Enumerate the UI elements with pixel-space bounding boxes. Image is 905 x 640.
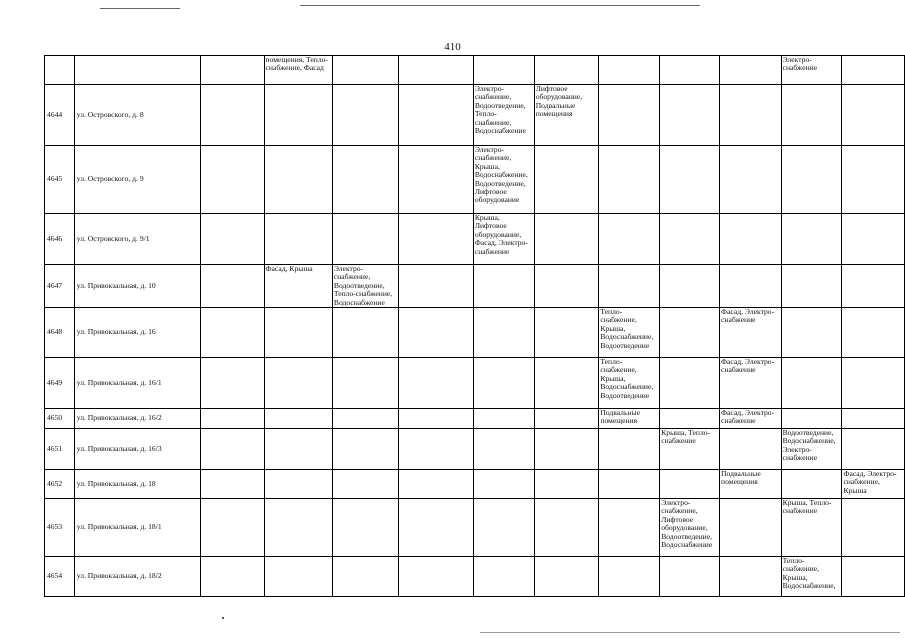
- empty-cell: [534, 214, 599, 265]
- empty-cell: [473, 470, 534, 499]
- empty-cell: [842, 499, 905, 557]
- empty-cell: [660, 146, 720, 214]
- empty-cell: [264, 499, 332, 557]
- empty-cell: [599, 85, 660, 146]
- empty-cell: [842, 429, 905, 470]
- empty-cell: [781, 470, 842, 499]
- work-cell: Фасад, Электро-снабжение: [720, 409, 782, 429]
- empty-cell: [842, 557, 905, 597]
- empty-cell: [332, 409, 398, 429]
- work-cell: помещения, Тепло-снабжение, Фасад: [264, 56, 332, 85]
- empty-cell: [534, 557, 599, 597]
- empty-cell: [534, 409, 599, 429]
- top-rule: [300, 5, 700, 6]
- empty-cell: [599, 470, 660, 499]
- work-cell: Тепло-снабжение, Крыша, Водоснабжение, Водоотведение: [599, 308, 660, 358]
- empty-cell: [201, 499, 265, 557]
- num-cell: 4653: [45, 499, 75, 557]
- table-row: [45, 429, 905, 470]
- table-row: [45, 214, 905, 265]
- empty-cell: [264, 557, 332, 597]
- empty-cell: [534, 470, 599, 499]
- num-cell: 4654: [45, 557, 75, 597]
- empty-cell: [332, 470, 398, 499]
- work-cell: Фасад, Крыша: [264, 265, 332, 308]
- empty-cell: [201, 470, 265, 499]
- empty-cell: [398, 470, 473, 499]
- empty-cell: [599, 265, 660, 308]
- address-cell: ул. Привокзальная, д. 18/2: [74, 557, 200, 597]
- table-row: [45, 409, 905, 429]
- empty-cell: [201, 85, 265, 146]
- empty-cell: [842, 265, 905, 308]
- empty-cell: [842, 214, 905, 265]
- num-cell: 4647: [45, 265, 75, 308]
- empty-cell: [660, 470, 720, 499]
- page-number: 410: [444, 41, 461, 53]
- table-row: [45, 146, 905, 214]
- table-row: [45, 557, 905, 597]
- empty-cell: [264, 146, 332, 214]
- empty-cell: [842, 308, 905, 358]
- work-cell: Подвальные помещения: [599, 409, 660, 429]
- empty-cell: [660, 557, 720, 597]
- empty-cell: [332, 499, 398, 557]
- empty-cell: [332, 214, 398, 265]
- work-cell: Электро-снабжение: [781, 56, 842, 85]
- address-cell: ул. Привокзальная, д. 18: [74, 470, 200, 499]
- top-rule-left: [100, 8, 180, 9]
- empty-cell: [332, 308, 398, 358]
- empty-cell: [534, 308, 599, 358]
- empty-cell: [332, 85, 398, 146]
- empty-cell: [842, 85, 905, 146]
- work-cell: Фасад, Электро-снабжение, Крыша: [842, 470, 905, 499]
- work-cell: Электро-снабжение, Водоотведение, Тепло-снабжение, Водоснабжение: [332, 265, 398, 308]
- empty-cell: [201, 429, 265, 470]
- address-cell: ул. Островского, д. 9/1: [74, 214, 200, 265]
- num-cell: 4649: [45, 358, 75, 409]
- empty-cell: [599, 557, 660, 597]
- empty-cell: [473, 409, 534, 429]
- empty-cell: [473, 429, 534, 470]
- empty-cell: [781, 146, 842, 214]
- empty-cell: [473, 308, 534, 358]
- empty-cell: [720, 265, 782, 308]
- empty-cell: [398, 409, 473, 429]
- empty-cell: [720, 214, 782, 265]
- work-cell: Лифтовое оборудование, Подвальные помещения: [534, 85, 599, 146]
- empty-cell: [398, 557, 473, 597]
- empty-cell: [473, 557, 534, 597]
- empty-cell: [473, 265, 534, 308]
- work-cell: Электро-снабжение, Водоотведение, Тепло-снабжение, Водоснабжение: [473, 85, 534, 146]
- table-row: [45, 56, 905, 85]
- empty-cell: [720, 146, 782, 214]
- empty-cell: [201, 214, 265, 265]
- empty-cell: [201, 146, 265, 214]
- num-cell: 4648: [45, 308, 75, 358]
- empty-cell: [720, 85, 782, 146]
- empty-cell: [781, 308, 842, 358]
- empty-cell: [534, 429, 599, 470]
- empty-cell: [398, 429, 473, 470]
- empty-cell: [473, 499, 534, 557]
- empty-cell: [781, 214, 842, 265]
- address-cell: ул. Островского, д. 8: [74, 85, 200, 146]
- empty-cell: [398, 358, 473, 409]
- empty-cell: [781, 358, 842, 409]
- empty-cell: [534, 358, 599, 409]
- work-cell: Фасад, Электро-снабжение: [720, 308, 782, 358]
- table-row: [45, 308, 905, 358]
- empty-cell: [599, 429, 660, 470]
- empty-cell: [842, 146, 905, 214]
- address-cell: [74, 56, 200, 85]
- empty-cell: [332, 429, 398, 470]
- work-cell: Тепло-снабжение, Крыша, Водоснабжение, Водоотведение: [599, 358, 660, 409]
- address-cell: ул. Привокзальная, д. 16: [74, 308, 200, 358]
- empty-cell: [398, 85, 473, 146]
- num-cell: 4651: [45, 429, 75, 470]
- empty-cell: [473, 358, 534, 409]
- table-row: [45, 499, 905, 557]
- work-cell: Крыша, Лифтовое оборудование, Фасад, Электро-снабжение: [473, 214, 534, 265]
- empty-cell: [332, 358, 398, 409]
- empty-cell: [534, 146, 599, 214]
- num-cell: 4645: [45, 146, 75, 214]
- empty-cell: [534, 499, 599, 557]
- address-cell: ул. Привокзальная, д. 16/2: [74, 409, 200, 429]
- empty-cell: [781, 265, 842, 308]
- empty-cell: [332, 146, 398, 214]
- empty-cell: [264, 358, 332, 409]
- address-cell: ул. Островского, д. 9: [74, 146, 200, 214]
- table-row: [45, 358, 905, 409]
- empty-cell: [599, 214, 660, 265]
- empty-cell: [201, 358, 265, 409]
- empty-cell: [201, 308, 265, 358]
- empty-cell: [660, 214, 720, 265]
- table-row: [45, 85, 905, 146]
- empty-cell: [201, 409, 265, 429]
- empty-cell: [332, 557, 398, 597]
- empty-cell: [264, 470, 332, 499]
- empty-cell: [264, 409, 332, 429]
- num-cell: 4644: [45, 85, 75, 146]
- empty-cell: [842, 358, 905, 409]
- work-cell: Водоотведение, Водоснабжение, Электро-снабжение: [781, 429, 842, 470]
- empty-cell: [398, 308, 473, 358]
- empty-cell: [398, 499, 473, 557]
- empty-cell: [660, 85, 720, 146]
- empty-cell: [660, 409, 720, 429]
- empty-cell: [660, 358, 720, 409]
- empty-cell: [599, 499, 660, 557]
- work-cell: Крыша, Тепло-снабжение: [660, 429, 720, 470]
- empty-cell: [398, 146, 473, 214]
- num-cell: [45, 56, 75, 85]
- repair-schedule-table: [44, 55, 905, 597]
- empty-cell: [720, 557, 782, 597]
- empty-cell: [201, 265, 265, 308]
- address-cell: ул. Привокзальная, д. 10: [74, 265, 200, 308]
- work-cell: Крыша, Тепло-снабжение: [781, 499, 842, 557]
- empty-cell: [534, 265, 599, 308]
- address-cell: ул. Привокзальная, д. 16/3: [74, 429, 200, 470]
- empty-cell: [264, 308, 332, 358]
- empty-cell: [781, 85, 842, 146]
- address-cell: ул. Привокзальная, д. 18/1: [74, 499, 200, 557]
- table-row: [45, 265, 905, 308]
- table-row: [45, 470, 905, 499]
- empty-cell: [720, 429, 782, 470]
- scan-mark: [222, 617, 224, 619]
- empty-cell: [720, 499, 782, 557]
- address-cell: ул. Привокзальная, д. 16/1: [74, 358, 200, 409]
- bottom-rule: [480, 632, 900, 633]
- empty-cell: [264, 85, 332, 146]
- empty-cell: [781, 409, 842, 429]
- num-cell: 4646: [45, 214, 75, 265]
- empty-cell: [398, 265, 473, 308]
- empty-cell: [201, 557, 265, 597]
- empty-cell: [264, 214, 332, 265]
- empty-cell: [264, 429, 332, 470]
- work-cell: Тепло-снабжение, Крыша, Водоснабжение,: [781, 557, 842, 597]
- num-cell: 4652: [45, 470, 75, 499]
- empty-cell: [842, 409, 905, 429]
- empty-cell: [599, 146, 660, 214]
- work-cell: Фасад, Электро-снабжение: [720, 358, 782, 409]
- num-cell: 4650: [45, 409, 75, 429]
- empty-cell: [660, 308, 720, 358]
- work-cell: Электро-снабжение, Крыша, Водоснабжение, Водоотведение, Лифтовое оборудование: [473, 146, 534, 214]
- empty-cell: [398, 214, 473, 265]
- work-cell: Подвальные помещения: [720, 470, 782, 499]
- work-cell: Электро-снабжение, Лифтовое оборудование, Водоотведение, Водоснабжение: [660, 499, 720, 557]
- empty-cell: [660, 265, 720, 308]
